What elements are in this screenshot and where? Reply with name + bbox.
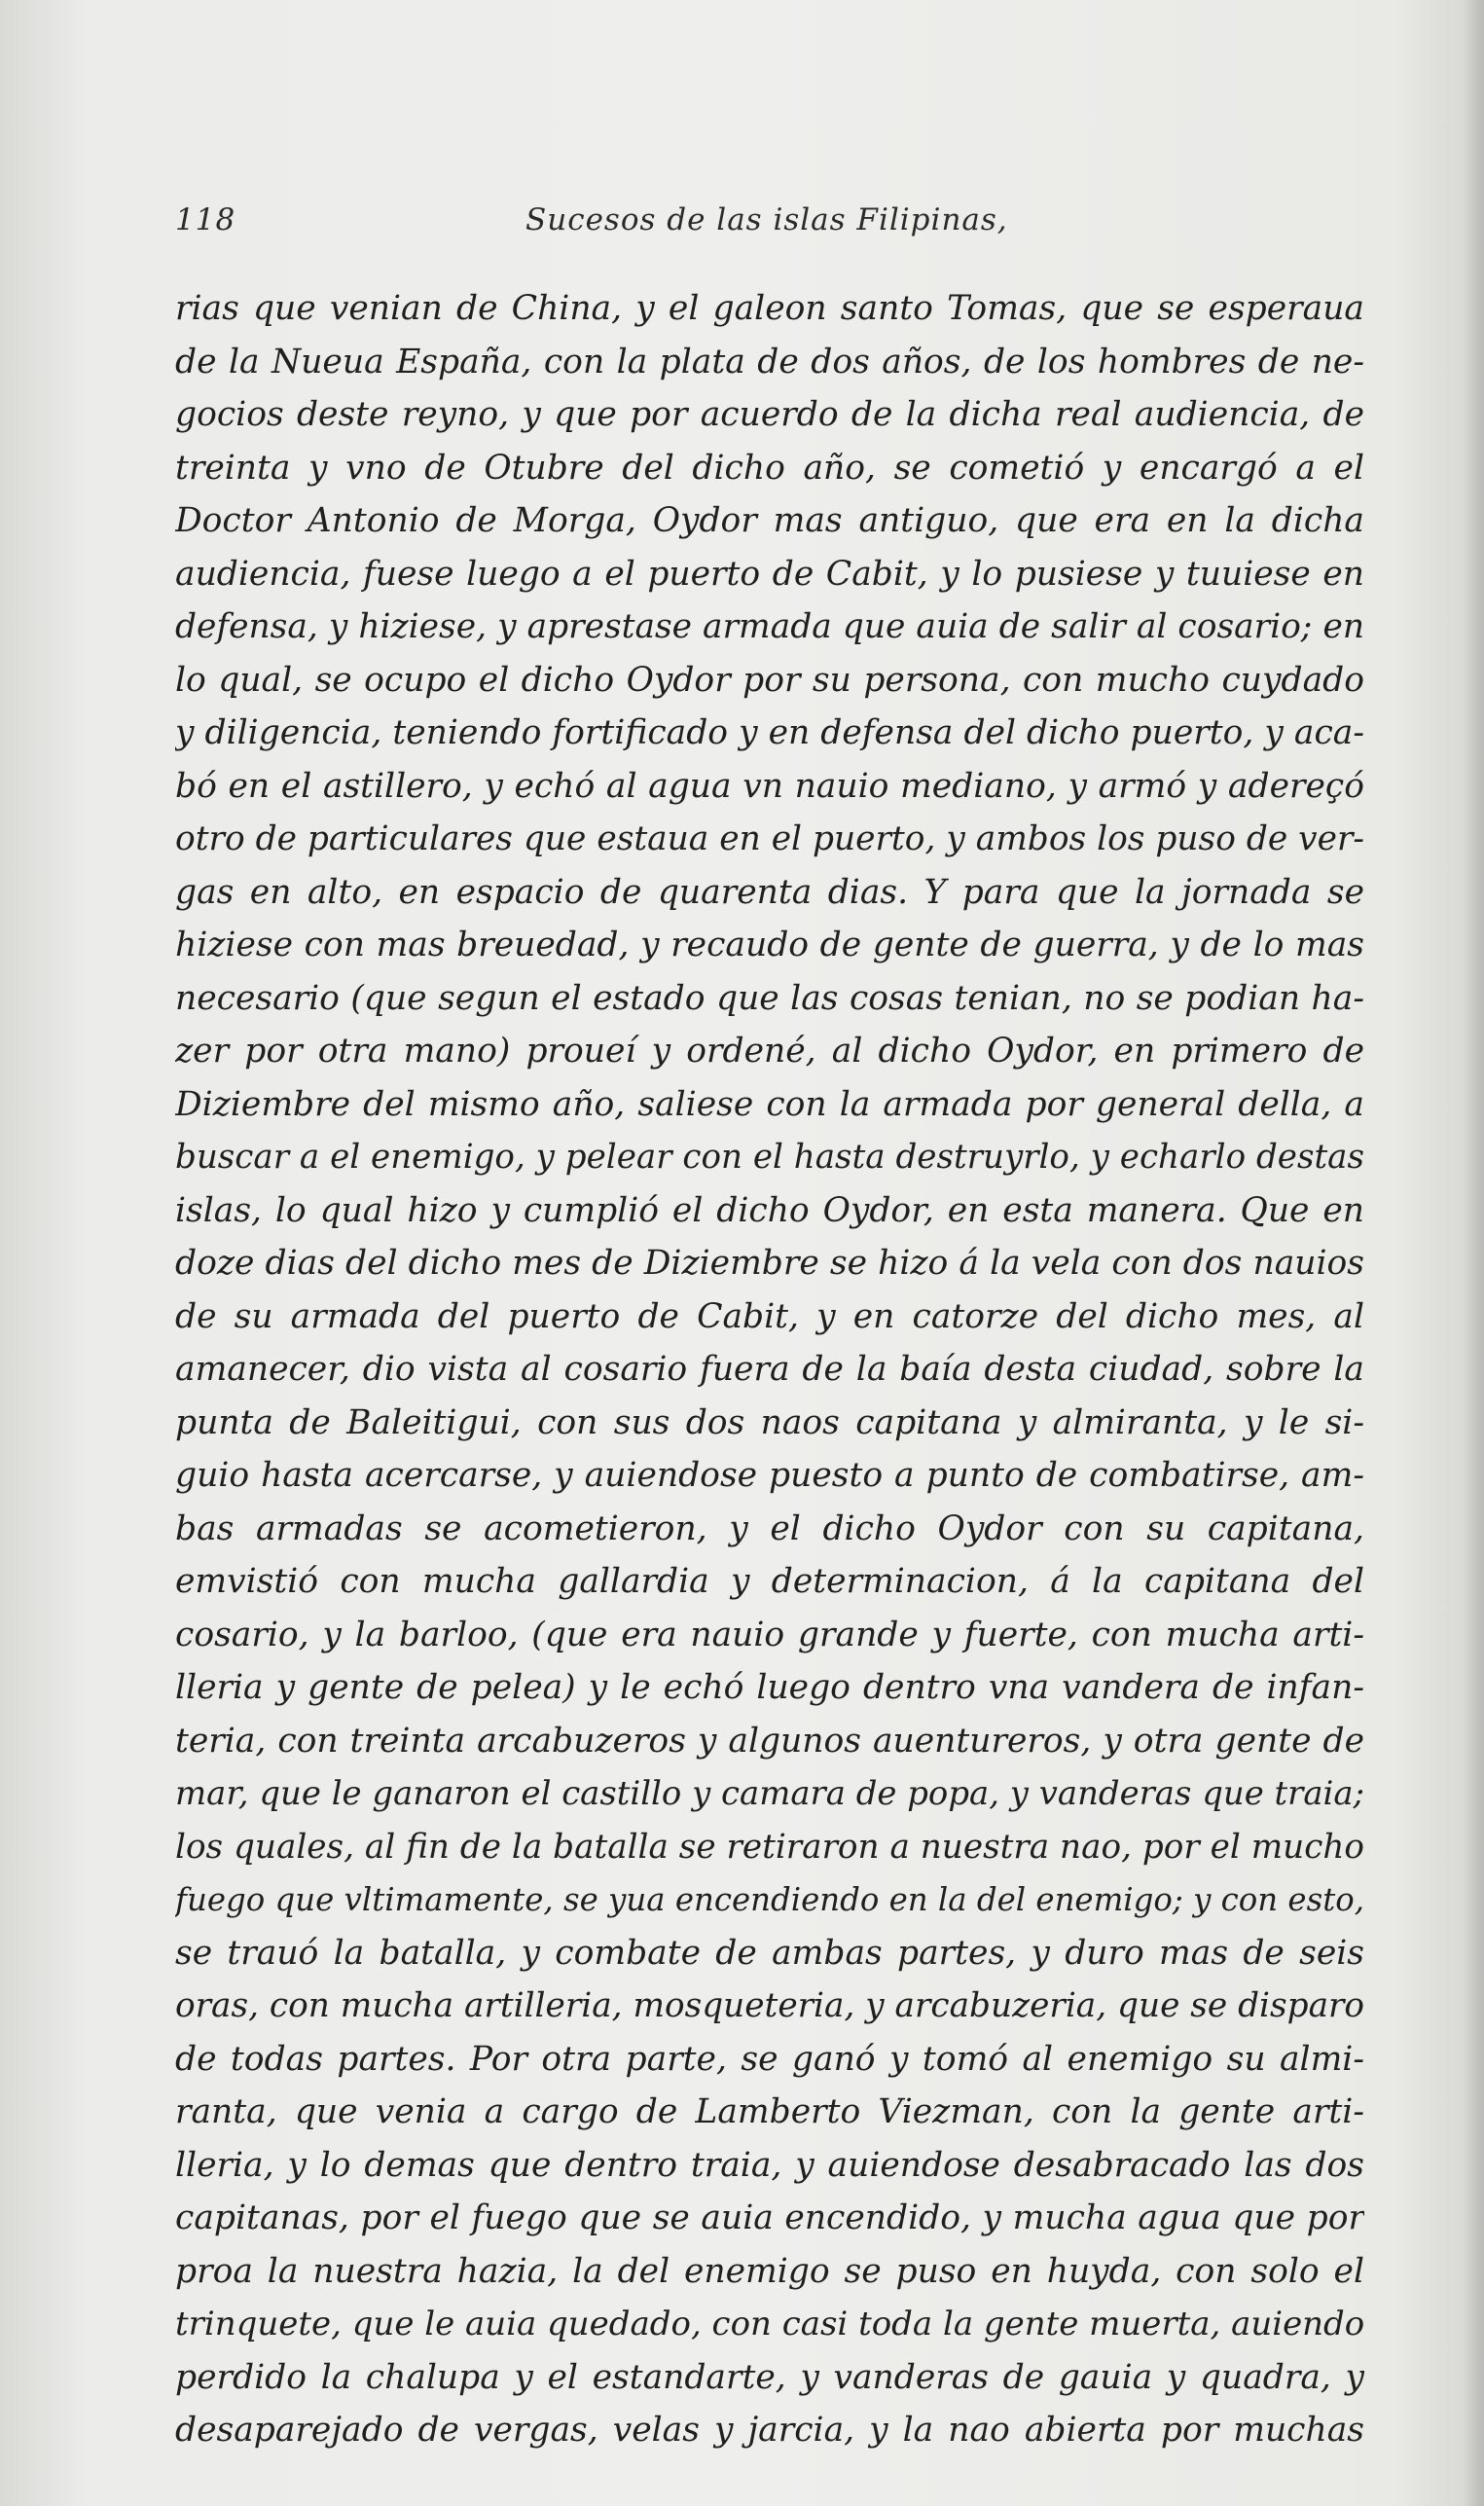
text-line: gas en alto, en espacio de quarenta dias. Y para que la jornada se bbox=[175, 872, 1364, 912]
text-line: audiencia, fuese luego a el puerto de Cabit, y lo pusiese y tuuiese en bbox=[175, 554, 1364, 594]
text-line: teria, con treinta arcabuzeros y algunos auentureros, y otra gente de bbox=[175, 1721, 1364, 1761]
page-edge-shadow bbox=[1463, 0, 1484, 2506]
text-line: defensa, y hiziese, y aprestase armada que auia de salir al cosario; en bbox=[175, 607, 1364, 646]
text-line: y diligencia, teniendo fortificado y en defensa del dicho puerto, y aca- bbox=[175, 713, 1364, 752]
text-line: doze dias del dicho mes de Diziembre se hizo á la vela con dos nauios bbox=[175, 1244, 1364, 1283]
text-line: de su armada del puerto de Cabit, y en catorze del dicho mes, al bbox=[175, 1296, 1364, 1336]
text-line: de la Nueua España, con la plata de dos años, de los hombres de ne- bbox=[175, 342, 1364, 381]
text-line: amanecer, dio vista al cosario fuera de la baía desta ciudad, sobre la bbox=[175, 1350, 1364, 1389]
text-line: emvistió con mucha gallardia y determinacion, á la capitana del bbox=[175, 1562, 1364, 1601]
text-line: proa la nuestra hazia, la del enemigo se puso en huyda, con solo el bbox=[175, 2251, 1364, 2291]
text-line: ranta, que venia a cargo de Lamberto Viezman, con la gente arti- bbox=[175, 2092, 1364, 2131]
text-line: bó en el astillero, y echó al agua vn nauio mediano, y armó y adereçó bbox=[175, 766, 1364, 806]
text-line: hiziese con mas breuedad, y recaudo de gente de guerra, y de lo mas bbox=[175, 926, 1364, 964]
text-line: capitanas, por el fuego que se auia encendido, y mucha agua que por bbox=[175, 2198, 1364, 2237]
text-line: Diziembre del mismo año, saliese con la armada por general della, a bbox=[175, 1084, 1364, 1124]
text-line: necesario (que segun el estado que las cosas tenian, no se podian ha- bbox=[175, 978, 1364, 1018]
text-line: islas, lo qual hizo y cumplió el dicho Oydor, en esta manera. Que en bbox=[175, 1190, 1364, 1230]
text-line: lo qual, se ocupo el dicho Oydor por su persona, con mucho cuydado bbox=[175, 660, 1364, 700]
text-line: mar, que le ganaron el castillo y camara de popa, y vanderas que traia; bbox=[175, 1774, 1364, 1812]
text-line: lleria, y lo demas que dentro traia, y auiendose desabracado las dos bbox=[175, 2145, 1364, 2185]
text-line: rias que venian de China, y el galeon santo Tomas, que se esperaua bbox=[175, 289, 1364, 328]
running-title: Sucesos de las islas Filipinas, bbox=[525, 202, 1008, 237]
text-line: cosario, y la barloo, (que era nauio grande y fuerte, con mucha arti- bbox=[175, 1615, 1364, 1654]
body-text bbox=[175, 282, 1364, 2457]
text-line: perdido la chalupa y el estandarte, y vanderas de gauia y quadra, y bbox=[175, 2357, 1364, 2397]
text-line: se trauó la batalla, y combate de ambas partes, y duro mas de seis bbox=[175, 1933, 1364, 1973]
text-line: de todas partes. Por otra parte, se ganó y tomó al enemigo su almi- bbox=[175, 2039, 1364, 2079]
text-line: guio hasta acercarse, y auiendose puesto a punto de combatirse, am- bbox=[175, 1456, 1364, 1495]
text-line: otro de particulares que estaua en el puerto, y ambos los puso de ver- bbox=[175, 819, 1364, 858]
text-line: bas armadas se acometieron, y el dicho Oydor con su capitana, bbox=[175, 1508, 1364, 1548]
text-line: gocios deste reyno, y que por acuerdo de la dicha real audiencia, de bbox=[175, 395, 1364, 434]
text-line: desaparejado de vergas, velas y jarcia, y la nao abierta por muchas bbox=[175, 2411, 1364, 2450]
text-line: buscar a el enemigo, y pelear con el hasta destruyrlo, y echarlo destas bbox=[175, 1138, 1364, 1177]
text-line: fuego que vltimamente, se yua encendiendo en la del enemigo; y con esto, bbox=[175, 1881, 1364, 1918]
text-line: lleria y gente de pelea) y le echó luego dentro vna vandera de infan- bbox=[175, 1668, 1364, 1707]
text-line: treinta y vno de Otubre del dicho año, se cometió y encargó a el bbox=[175, 448, 1364, 488]
running-header bbox=[175, 202, 1372, 261]
text-line: los quales, al fin de la batalla se retiraron a nuestra nao, por el mucho bbox=[175, 1827, 1364, 1867]
text-line: oras, con mucha artilleria, mosqueteria, y arcabuzeria, que se disparo bbox=[175, 1986, 1364, 2025]
text-line: punta de Baleitigui, con sus dos naos capitana y almiranta, y le si- bbox=[175, 1402, 1364, 1442]
text-line: zer por otra mano) proueí y ordené, al dicho Oydor, en primero de bbox=[175, 1032, 1364, 1071]
text-line: Doctor Antonio de Morga, Oydor mas antiguo, que era en la dicha bbox=[175, 501, 1364, 540]
text-line: trinquete, que le auia quedado, con casi toda la gente muerta, auiendo bbox=[175, 2305, 1364, 2343]
page-number: 118 bbox=[175, 202, 236, 237]
